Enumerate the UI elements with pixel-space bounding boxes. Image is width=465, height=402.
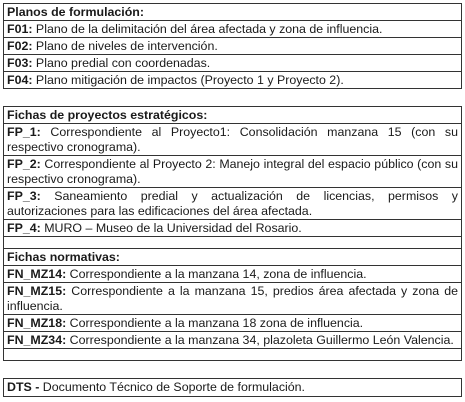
row-text: Correspondiente a la manzana 18 zona de influencia. xyxy=(66,316,364,330)
table-row xyxy=(4,55,462,72)
row-code: FP_3: xyxy=(7,189,41,203)
row-code: FN_MZ34: xyxy=(7,333,67,347)
row-code: FN_MZ15: xyxy=(7,284,67,298)
table-row xyxy=(4,332,462,349)
row-code: F03: xyxy=(7,56,33,70)
table-row xyxy=(4,38,462,55)
row-text: Documento Técnico de Soporte de formulación. xyxy=(39,380,305,394)
table-cell xyxy=(4,21,462,38)
empty-cell xyxy=(4,237,462,249)
table-row xyxy=(4,266,462,283)
table-row xyxy=(4,283,462,315)
row-code: FP_2: xyxy=(7,157,41,171)
row-text: Plano mitigación de impactos (Proyecto 1 y Proyecto 2). xyxy=(32,73,344,87)
fichas-normativas-header-row xyxy=(4,249,462,266)
row-text: Plano predial con coordenadas. xyxy=(32,56,211,70)
planos-header-row xyxy=(4,4,462,21)
row-text: Plano de la delimitación del área afectada y zona de influencia. xyxy=(32,22,383,36)
fichas-normativas-table xyxy=(3,248,462,361)
table-row xyxy=(4,220,462,237)
fichas-proyectos-table xyxy=(3,106,462,249)
empty-cell xyxy=(4,349,462,361)
row-text: Correspondiente al Proyecto 2: Manejo integral del espacio público (con su respectivo cronograma). xyxy=(7,157,458,186)
table-cell xyxy=(4,220,462,237)
fichas-proyectos-title: Fichas de proyectos estratégicos: xyxy=(4,107,462,124)
table-cell xyxy=(4,55,462,72)
row-text: Plano de niveles de intervención. xyxy=(32,39,218,53)
row-code: FN_MZ18: xyxy=(7,316,67,330)
table-cell xyxy=(4,379,462,397)
table-row xyxy=(4,72,462,89)
table-cell xyxy=(4,156,462,188)
row-code: FN_MZ14: xyxy=(7,267,67,281)
row-text: Correspondiente a la manzana 34, plazoleta Guillermo León Valencia. xyxy=(66,333,454,347)
planos-title: Planos de formulación: xyxy=(4,4,462,21)
dts-table xyxy=(3,378,462,397)
table-cell xyxy=(4,315,462,332)
table-row xyxy=(4,188,462,220)
table-row xyxy=(4,315,462,332)
row-code: F04: xyxy=(7,73,33,87)
row-text: MURO – Museo de la Universidad del Rosario. xyxy=(40,221,302,235)
fichas-proyectos-header-row xyxy=(4,107,462,124)
table-cell xyxy=(4,72,462,89)
table-row xyxy=(4,379,462,397)
fichas-normativas-title: Fichas normativas: xyxy=(4,249,462,266)
table-cell xyxy=(4,188,462,220)
row-text: Correspondiente a la manzana 14, zona de influencia. xyxy=(66,267,367,281)
table-row xyxy=(4,124,462,156)
row-text: Correspondiente a la manzana 15, predios área afectada y zona de influencia. xyxy=(7,284,458,313)
table-cell xyxy=(4,38,462,55)
table-cell xyxy=(4,283,462,315)
row-code: F01: xyxy=(7,22,33,36)
row-code: FP_1: xyxy=(7,125,41,139)
table-cell xyxy=(4,332,462,349)
planos-table xyxy=(3,3,462,89)
empty-row xyxy=(4,237,462,249)
row-code: DTS - xyxy=(7,380,40,394)
empty-row xyxy=(4,349,462,361)
table-row xyxy=(4,156,462,188)
row-text: Saneamiento predial y actualización de licencias, permisos y autorizaciones para las edificaciones del área afectada. xyxy=(7,189,458,218)
table-cell xyxy=(4,124,462,156)
table-cell xyxy=(4,266,462,283)
table-row xyxy=(4,21,462,38)
row-text: Correspondiente al Proyecto1: Consolidación manzana 15 (con su respectivo cronograma). xyxy=(7,125,458,154)
row-code: F02: xyxy=(7,39,33,53)
row-code: FP_4: xyxy=(7,221,41,235)
